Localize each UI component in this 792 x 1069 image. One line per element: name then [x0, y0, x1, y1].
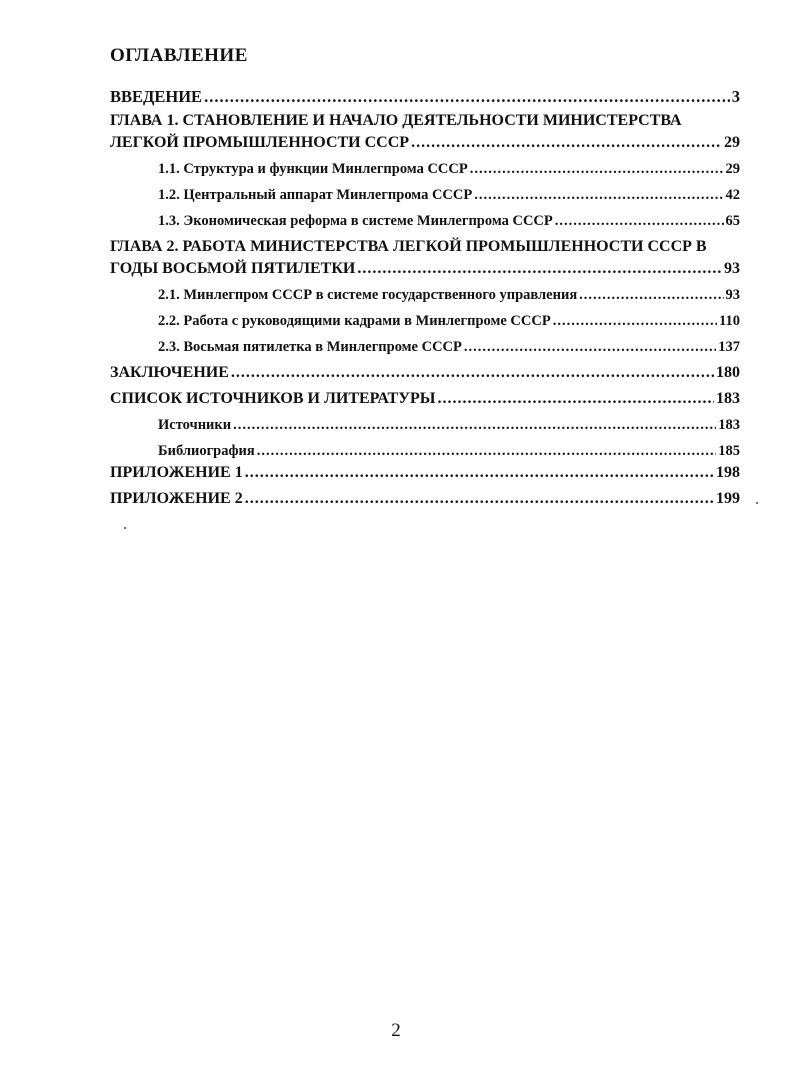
- toc-entry-page: 65: [725, 213, 740, 229]
- toc-entry-chapter-2[interactable]: [110, 258, 740, 280]
- toc-entry-page: 29: [724, 134, 740, 151]
- toc-chapter-1-title-line: ГЛАВА 1. СТАНОВЛЕНИЕ И НАЧАЛО ДЕЯТЕЛЬНОСТИ МИНИСТЕРСТВА: [110, 112, 682, 129]
- toc-leader-dots: [357, 258, 722, 280]
- toc-entry-page: 137: [718, 339, 740, 355]
- toc-entry-section-2-1[interactable]: [158, 284, 740, 306]
- toc-entry-label: ГОДЫ ВОСЬМОЙ ПЯТИЛЕТКИ: [110, 260, 356, 277]
- toc-entry-label: ПРИЛОЖЕНИЕ 2: [110, 490, 243, 507]
- toc-entry-conclusion[interactable]: [110, 362, 740, 384]
- toc-entry-appendix-2[interactable]: [110, 488, 740, 510]
- toc-leader-dots: [257, 440, 717, 462]
- toc-leader-dots: [579, 284, 723, 306]
- toc-entry-page: 29: [725, 161, 740, 177]
- toc-entry-label: ПРИЛОЖЕНИЕ 1: [110, 464, 243, 481]
- toc-entry-page: 180: [716, 364, 740, 381]
- toc-entry-page: 3: [731, 87, 740, 106]
- toc-leader-dots: [245, 462, 714, 484]
- toc-leader-dots: [555, 210, 724, 232]
- toc-entry-chapter-1[interactable]: [110, 132, 740, 154]
- table-of-contents: [110, 86, 740, 510]
- toc-leader-dots: [464, 336, 716, 358]
- toc-entry-page: 183: [716, 390, 740, 407]
- toc-entry-section-1-3[interactable]: [158, 210, 740, 232]
- toc-leader-dots: [245, 488, 714, 510]
- toc-entry-label: 2.3. Восьмая пятилетка в Минлегпроме СССР: [158, 339, 462, 355]
- toc-entry-label: ЛЕГКОЙ ПРОМЫШЛЕННОСТИ СССР: [110, 134, 410, 151]
- toc-entry-label: Источники: [158, 417, 232, 433]
- toc-entry-label: 2.1. Минлегпром СССР в системе государственного управления: [158, 287, 578, 303]
- toc-entry-page: 198: [716, 464, 740, 481]
- toc-entry-bibliography[interactable]: [158, 440, 740, 462]
- toc-leader-dots: [553, 310, 717, 332]
- toc-entry-label: ЗАКЛЮЧЕНИЕ: [110, 364, 229, 381]
- toc-entry-page: 185: [718, 443, 740, 459]
- scan-speck: [756, 502, 758, 504]
- toc-entry-appendix-1[interactable]: [110, 462, 740, 484]
- toc-entry-section-1-1[interactable]: [158, 158, 740, 180]
- toc-entry-page: 42: [725, 187, 740, 203]
- scan-speck: [124, 527, 126, 529]
- toc-entry-label: 1.3. Экономическая реформа в системе Минлегпрома СССР: [158, 213, 553, 229]
- toc-leader-dots: [411, 132, 722, 154]
- toc-leader-dots: [233, 414, 716, 436]
- toc-entry-page: 93: [725, 287, 740, 303]
- toc-entry-label: 2.2. Работа с руководящими кадрами в Минлегпроме СССР: [158, 313, 551, 329]
- toc-leader-dots: [474, 184, 723, 206]
- toc-entry-label: Библиография: [158, 443, 255, 459]
- toc-entry-label: 1.2. Центральный аппарат Минлегпрома СССР: [158, 187, 473, 203]
- toc-entry-sources-and-literature[interactable]: [110, 388, 740, 410]
- page-number: 2: [391, 1020, 401, 1041]
- toc-leader-dots: [437, 388, 714, 410]
- toc-entry-section-2-3[interactable]: [158, 336, 740, 358]
- toc-chapter-2-title-line: ГЛАВА 2. РАБОТА МИНИСТЕРСТВА ЛЕГКОЙ ПРОМЫШЛЕННОСТИ СССР В: [110, 238, 707, 255]
- toc-entry-page: 110: [719, 313, 740, 329]
- toc-leader-dots: [204, 86, 730, 108]
- toc-leader-dots: [470, 158, 724, 180]
- toc-entry-label: СПИСОК ИСТОЧНИКОВ И ЛИТЕРАТУРЫ: [110, 390, 436, 407]
- toc-entry-page: 183: [718, 417, 740, 433]
- toc-entry-label: ВВЕДЕНИЕ: [110, 87, 203, 106]
- toc-entry-sources[interactable]: [158, 414, 740, 436]
- toc-entry-section-2-2[interactable]: [158, 310, 740, 332]
- toc-leader-dots: [231, 362, 714, 384]
- toc-entry-section-1-2[interactable]: [158, 184, 740, 206]
- toc-entry-introduction[interactable]: [110, 86, 740, 108]
- toc-entry-page: 199: [716, 490, 740, 507]
- toc-title: ОГЛАВЛЕНИЕ: [110, 45, 248, 66]
- toc-entry-label: 1.1. Структура и функции Минлегпрома СССР: [158, 161, 468, 177]
- toc-entry-page: 93: [724, 260, 740, 277]
